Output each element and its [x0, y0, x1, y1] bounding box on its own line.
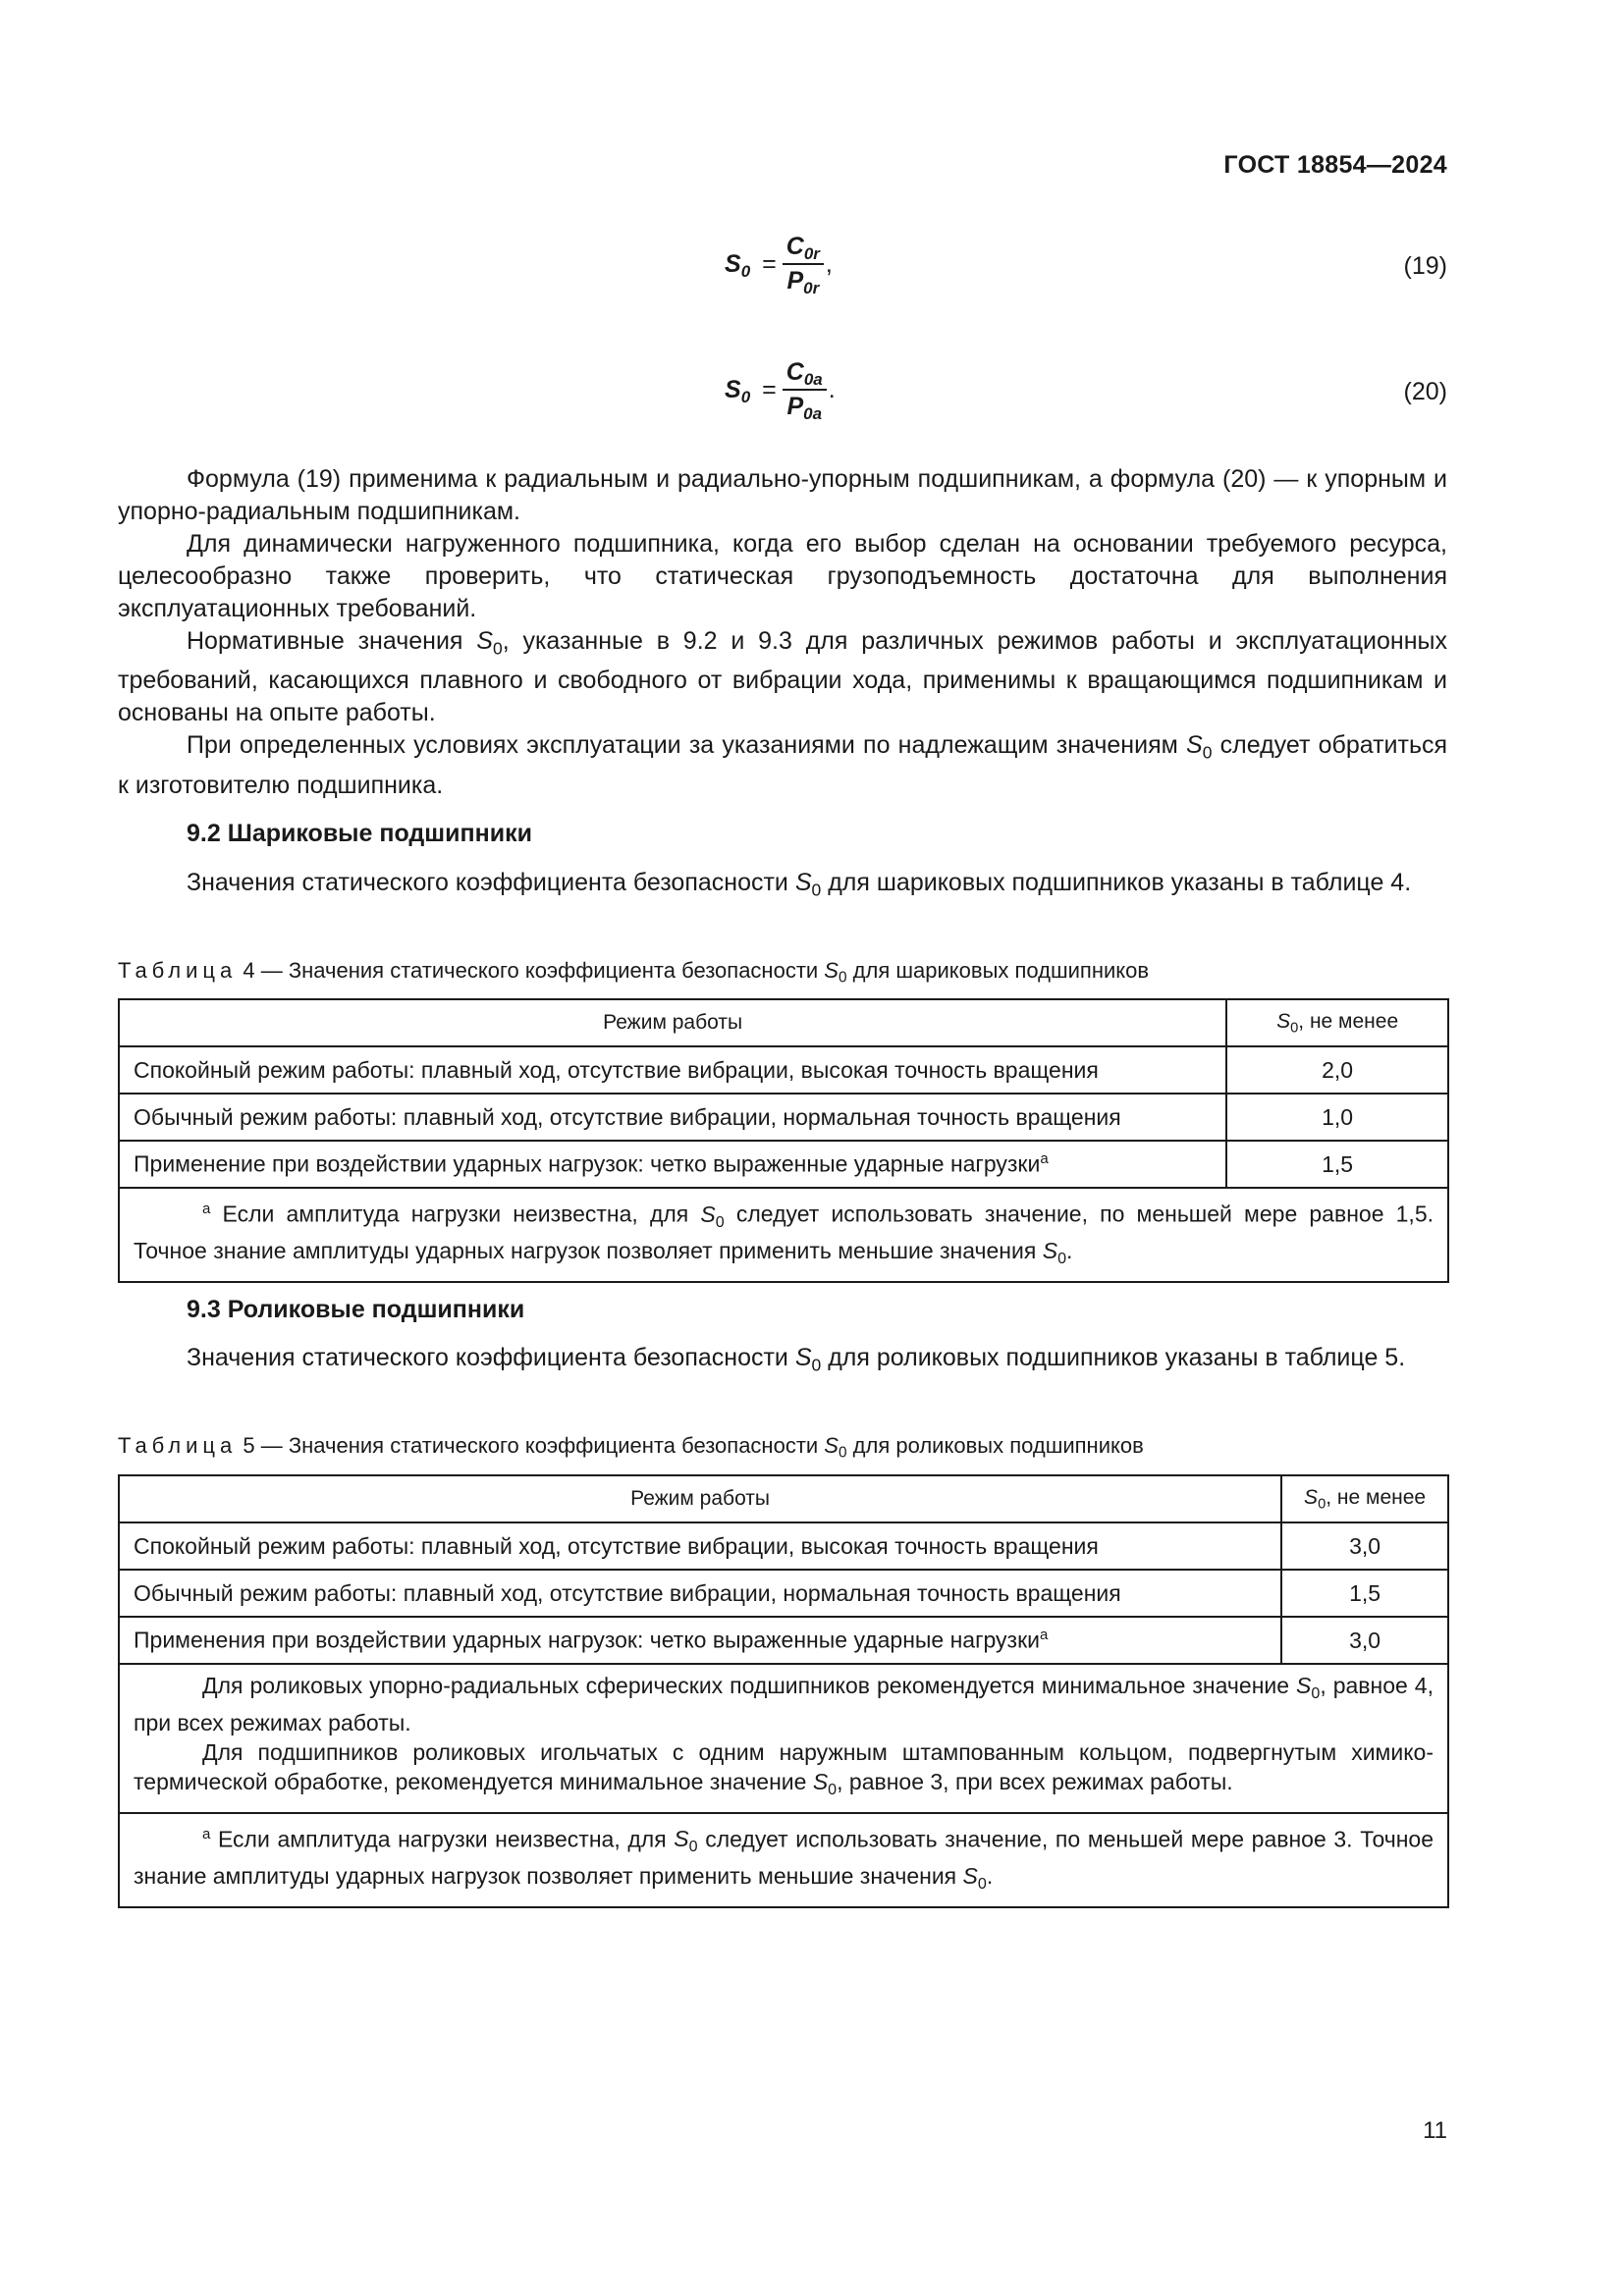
- s0-symbol: $S_0$: [794, 1344, 822, 1375]
- table-5-caption: Таблица 5 — Значения статического коэффициента безопасности $S_0$ для роликовых подшипников: [118, 1433, 1144, 1462]
- table-4-caption: Таблица 4 — Значения статического коэффициента безопасности $S_0$ для шариковых подшипников: [118, 958, 1150, 987]
- table-footnote: $^а$ Если амплитуда нагрузки неизвестна, для $S_0$ следует использовать значение, по меньшей мере равное 3. Точное знание амплитуды ударных нагрузок позволяет применить меньшие значения $S_0$.: [119, 1813, 1448, 1907]
- cell-value: 1,0: [1226, 1094, 1448, 1141]
- formula-20-numerator: $C_{0a}$: [783, 358, 827, 391]
- cell-mode: Обычный режим работы: плавный ход, отсутствие вибрации, нормальная точность вращения: [119, 1094, 1226, 1141]
- table-row: [119, 1617, 1448, 1664]
- table-note-row: [119, 1664, 1448, 1813]
- cell-mode: Применение при воздействии ударных нагрузок: четко выраженные ударные нагрузки$^а$: [119, 1141, 1226, 1188]
- formula-19-numerator: $C_{0r}$: [783, 233, 824, 265]
- cell-value: 1,5: [1226, 1141, 1448, 1188]
- s0-symbol: $S_0$: [1186, 731, 1213, 763]
- cell-mode: Применения при воздействии ударных нагрузок: четко выраженные ударные нагрузки$^а$: [119, 1617, 1281, 1664]
- cell-value: 3,0: [1281, 1522, 1448, 1570]
- table-header-row: [119, 999, 1448, 1046]
- s0-symbol: $S_0$: [824, 958, 847, 987]
- formula-19-denominator: $P_{0r}$: [786, 267, 820, 297]
- formula-19-expression: [725, 233, 833, 295]
- formula-19: [0, 233, 1447, 311]
- table-footnote-row: [119, 1813, 1448, 1907]
- cell-mode: Спокойный режим работы: плавный ход, отсутствие вибрации, высокая точность вращения: [119, 1522, 1281, 1570]
- table-footnote-row: [119, 1188, 1448, 1282]
- table-row: [119, 1570, 1448, 1617]
- table-note-2: Для подшипников роликовых игольчатых с одним наружным штампованным кольцом, подвергнутым химико-термической обработке, рекомендуется минимальное значение $S_0$, равное 3, при всех режимах работы.: [134, 1738, 1434, 1798]
- paragraph-2: Для динамически нагруженного подшипника, когда его выбор сделан на основании требуемого ресурса, целесообразно также проверить, что статическая грузоподъемность достаточна для выполнения эксплуатационных требований.: [118, 530, 1447, 622]
- cell-value: 2,0: [1226, 1046, 1448, 1094]
- formula-20-number: (20): [1403, 378, 1447, 405]
- table-row: [119, 1094, 1448, 1141]
- section-9-2-heading: 9.2 Шариковые подшипники: [187, 820, 532, 847]
- table-note-1: Для роликовых упорно-радиальных сферических подшипников рекомендуется минимальное значение $S_0$, равное 4, при всех режимах работы.: [134, 1673, 1434, 1735]
- s0-symbol: $S_0$: [824, 1433, 847, 1462]
- formula-20-denominator: $P_{0a}$: [786, 393, 823, 423]
- s0-symbol: $S_0$: [476, 627, 503, 659]
- column-header-s0: $S_0$, не менее: [1281, 1475, 1448, 1522]
- section-9-3-text: [118, 1342, 1447, 1381]
- paragraph-1: Формула (19) применима к радиальным и радиально-упорным подшипникам, а формула (20) — к упорным и упорно-радиальным подшипникам.: [118, 465, 1447, 525]
- section-9-2-text: [118, 867, 1447, 906]
- table-footnote: $^а$ Если амплитуда нагрузки неизвестна, для $S_0$ следует использовать значение, по меньшей мере равное 1,5. Точное знание амплитуды ударных нагрузок позволяет применить меньшие значения $S_0$.: [119, 1188, 1448, 1282]
- table-header-row: [119, 1475, 1448, 1522]
- formula-19-number: (19): [1403, 252, 1447, 280]
- formula-20-fraction: [783, 358, 827, 421]
- formula-20-equals: =: [762, 375, 777, 403]
- formula-19-punct: ,: [825, 249, 833, 278]
- table-row: [119, 1046, 1448, 1094]
- formula-20-lhs: $S_0$: [725, 375, 751, 406]
- formula-19-lhs: $S_0$: [725, 249, 751, 281]
- formula-19-equals: =: [762, 249, 777, 278]
- section-9-2-paragraph: Значения статического коэффициента безопасности $S_0$ для шариковых подшипников указаны в таблице 4.: [187, 869, 1412, 900]
- formula-20: [0, 358, 1447, 437]
- table-4: [118, 998, 1449, 1283]
- s0-symbol: $S_0$: [794, 869, 822, 900]
- page-number: 11: [1423, 2117, 1447, 2144]
- cell-mode: Спокойный режим работы: плавный ход, отсутствие вибрации, высокая точность вращения: [119, 1046, 1226, 1094]
- paragraph-4: При определенных условиях эксплуатации за указаниями по надлежащим значениям $S_0$ следует обратиться к изготовителю подшипника.: [118, 731, 1448, 799]
- cell-value: 3,0: [1281, 1617, 1448, 1664]
- formula-20-punct: .: [828, 375, 836, 403]
- cell-value: 1,5: [1281, 1570, 1448, 1617]
- paragraph-3: Нормативные значения $S_0$, указанные в 9.2 и 9.3 для различных режимов работы и эксплуатационных требований, касающихся плавного и свободного от вибрации хода, применимы к вращающимся подшипникам и основаны на опыте работы.: [118, 627, 1447, 727]
- table-note: [119, 1664, 1448, 1813]
- section-9-3-paragraph: Значения статического коэффициента безопасности $S_0$ для роликовых подшипников указаны в таблице 5.: [187, 1344, 1406, 1375]
- column-header-s0: $S_0$, не менее: [1226, 999, 1448, 1046]
- cell-mode: Обычный режим работы: плавный ход, отсутствие вибрации, нормальная точность вращения: [119, 1570, 1281, 1617]
- column-header-mode: Режим работы: [119, 1475, 1281, 1522]
- intro-text: [118, 463, 1447, 802]
- column-header-mode: Режим работы: [119, 999, 1226, 1046]
- document-code: ГОСТ 18854—2024: [1223, 151, 1447, 179]
- table-row: [119, 1141, 1448, 1188]
- formula-20-expression: [725, 358, 836, 421]
- formula-19-fraction: [783, 233, 824, 295]
- section-9-3-heading: 9.3 Роликовые подшипники: [187, 1296, 525, 1323]
- table-5: [118, 1474, 1449, 1908]
- table-row: [119, 1522, 1448, 1570]
